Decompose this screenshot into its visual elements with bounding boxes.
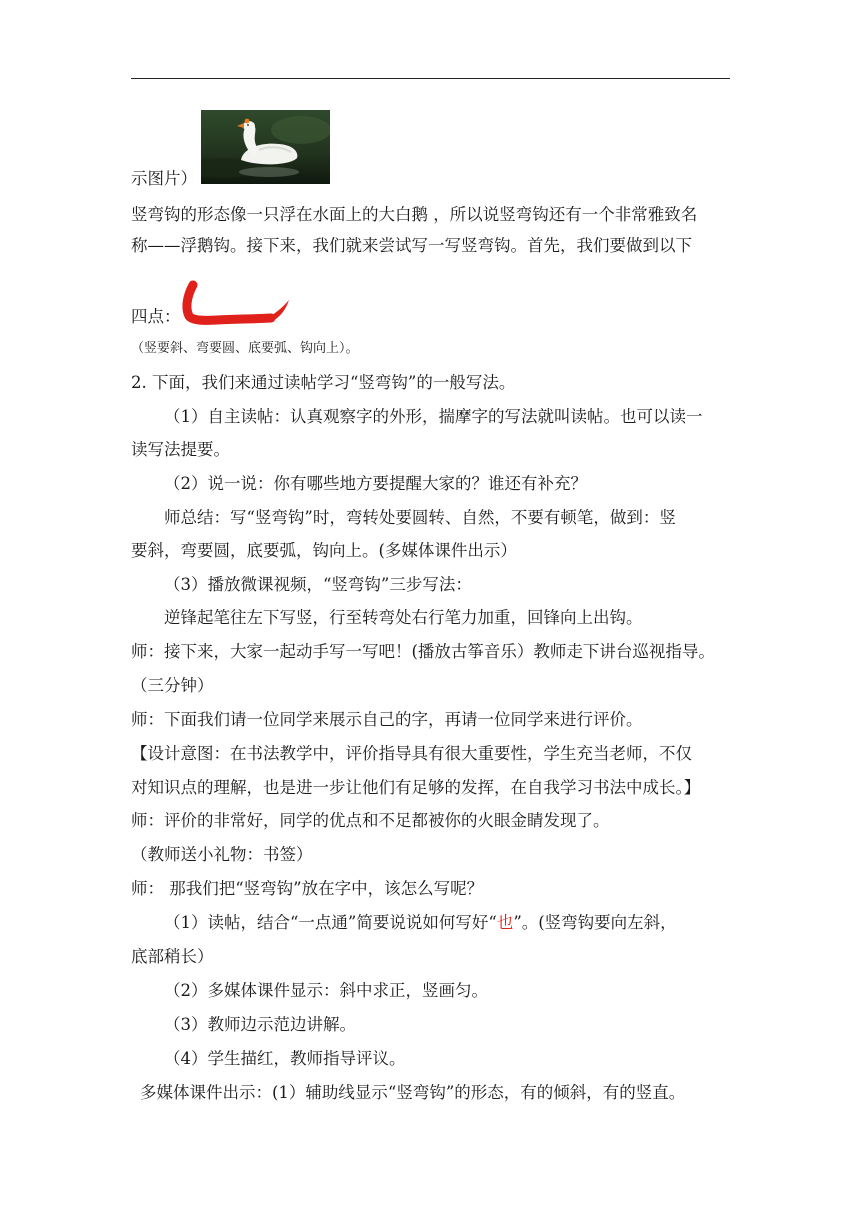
paragraph-line: 师总结：写“竖弯钩”时，弯转处要圆转、自然，不要有顿笔，做到：竖 bbox=[164, 508, 676, 527]
paragraph-line: 师：下面我们请一位同学来展示自己的字，再请一位同学来进行评价。 bbox=[131, 710, 643, 729]
paragraph-line: 读写法提要。 bbox=[131, 440, 230, 459]
text-run: （1）读帖，结合“一点通”简要说说如何写好“ bbox=[164, 913, 497, 932]
section-heading: 2. 下面，我们来通过读帖学习“竖弯钩”的一般写法。 bbox=[131, 373, 516, 392]
paragraph-line: 竖弯钩的形态像一只浮在水面上的大白鹅 ，所以说竖弯钩还有一个非常雅致名 bbox=[131, 205, 698, 224]
paragraph-line: （1）自主读帖：认真观察字的外形，揣摩字的写法就叫读帖。也可以读一 bbox=[164, 407, 703, 426]
paragraph-line bbox=[164, 913, 677, 933]
paragraph-line: 对知识点的理解，也是进一步让他们有足够的发挥，在自我学习书法中成长。】 bbox=[131, 778, 701, 797]
paragraph-line: 要斜，弯要圆，底要弧，钩向上。(多媒体课件出示） bbox=[131, 541, 517, 560]
swan-image bbox=[201, 110, 330, 184]
paragraph-line: 多媒体课件出示：(1）辅助线显示“竖弯钩”的形态，有的倾斜，有的竖直。 bbox=[140, 1083, 686, 1102]
paragraph-line: （3）播放微课视频，“竖弯钩”三步写法： bbox=[164, 575, 472, 594]
paragraph-line: 四点： bbox=[131, 307, 181, 326]
paragraph-line: 师：接下来，大家一起动手写一写吧！(播放古筝音乐）教师走下讲台巡视指导。 bbox=[131, 642, 715, 661]
paragraph-line: （2）说一说：你有哪些地方要提醒大家的？谁还有补充？ bbox=[164, 474, 587, 493]
paragraph-line: （教师送小礼物：书签） bbox=[131, 845, 313, 864]
text-run: ”。(竖弯钩要向左斜， bbox=[513, 913, 677, 932]
paragraph-line: （3）教师边示范边讲解。 bbox=[164, 1015, 356, 1034]
paragraph-line: 【设计意图：在书法教学中，评价指导具有很大重要性，学生充当老师，不仅 bbox=[131, 744, 692, 763]
paragraph-line: 师： 那我们把“竖弯钩”放在字中，该怎么写呢？ bbox=[131, 879, 484, 898]
paragraph-line: （三分钟） bbox=[131, 676, 214, 695]
paragraph-line: 师：评价的非常好，同学的优点和不足都被你的火眼金睛发现了。 bbox=[131, 811, 610, 830]
paragraph-line: 逆锋起笔往左下写竖，行至转弯处右行笔力加重，回锋向上出钩。 bbox=[164, 608, 643, 627]
image-caption-tail: 示图片） bbox=[131, 169, 197, 188]
paragraph-line: 底部稍长） bbox=[131, 947, 214, 966]
paragraph-line: 称——浮鹅钩。接下来，我们就来尝试写一写竖弯钩。首先，我们要做到以下 bbox=[131, 236, 692, 255]
paragraph-line: （4）学生描红，教师指导评议。 bbox=[164, 1049, 406, 1068]
highlight-character: 也 bbox=[496, 913, 514, 932]
calligraphy-stroke-image bbox=[177, 280, 295, 328]
header-rule bbox=[131, 78, 730, 79]
note-line: （竖要斜、弯要圆、底要弧、钩向上）。 bbox=[131, 341, 359, 356]
paragraph-line: （2）多媒体课件显示：斜中求正，竖画匀。 bbox=[164, 981, 488, 1000]
